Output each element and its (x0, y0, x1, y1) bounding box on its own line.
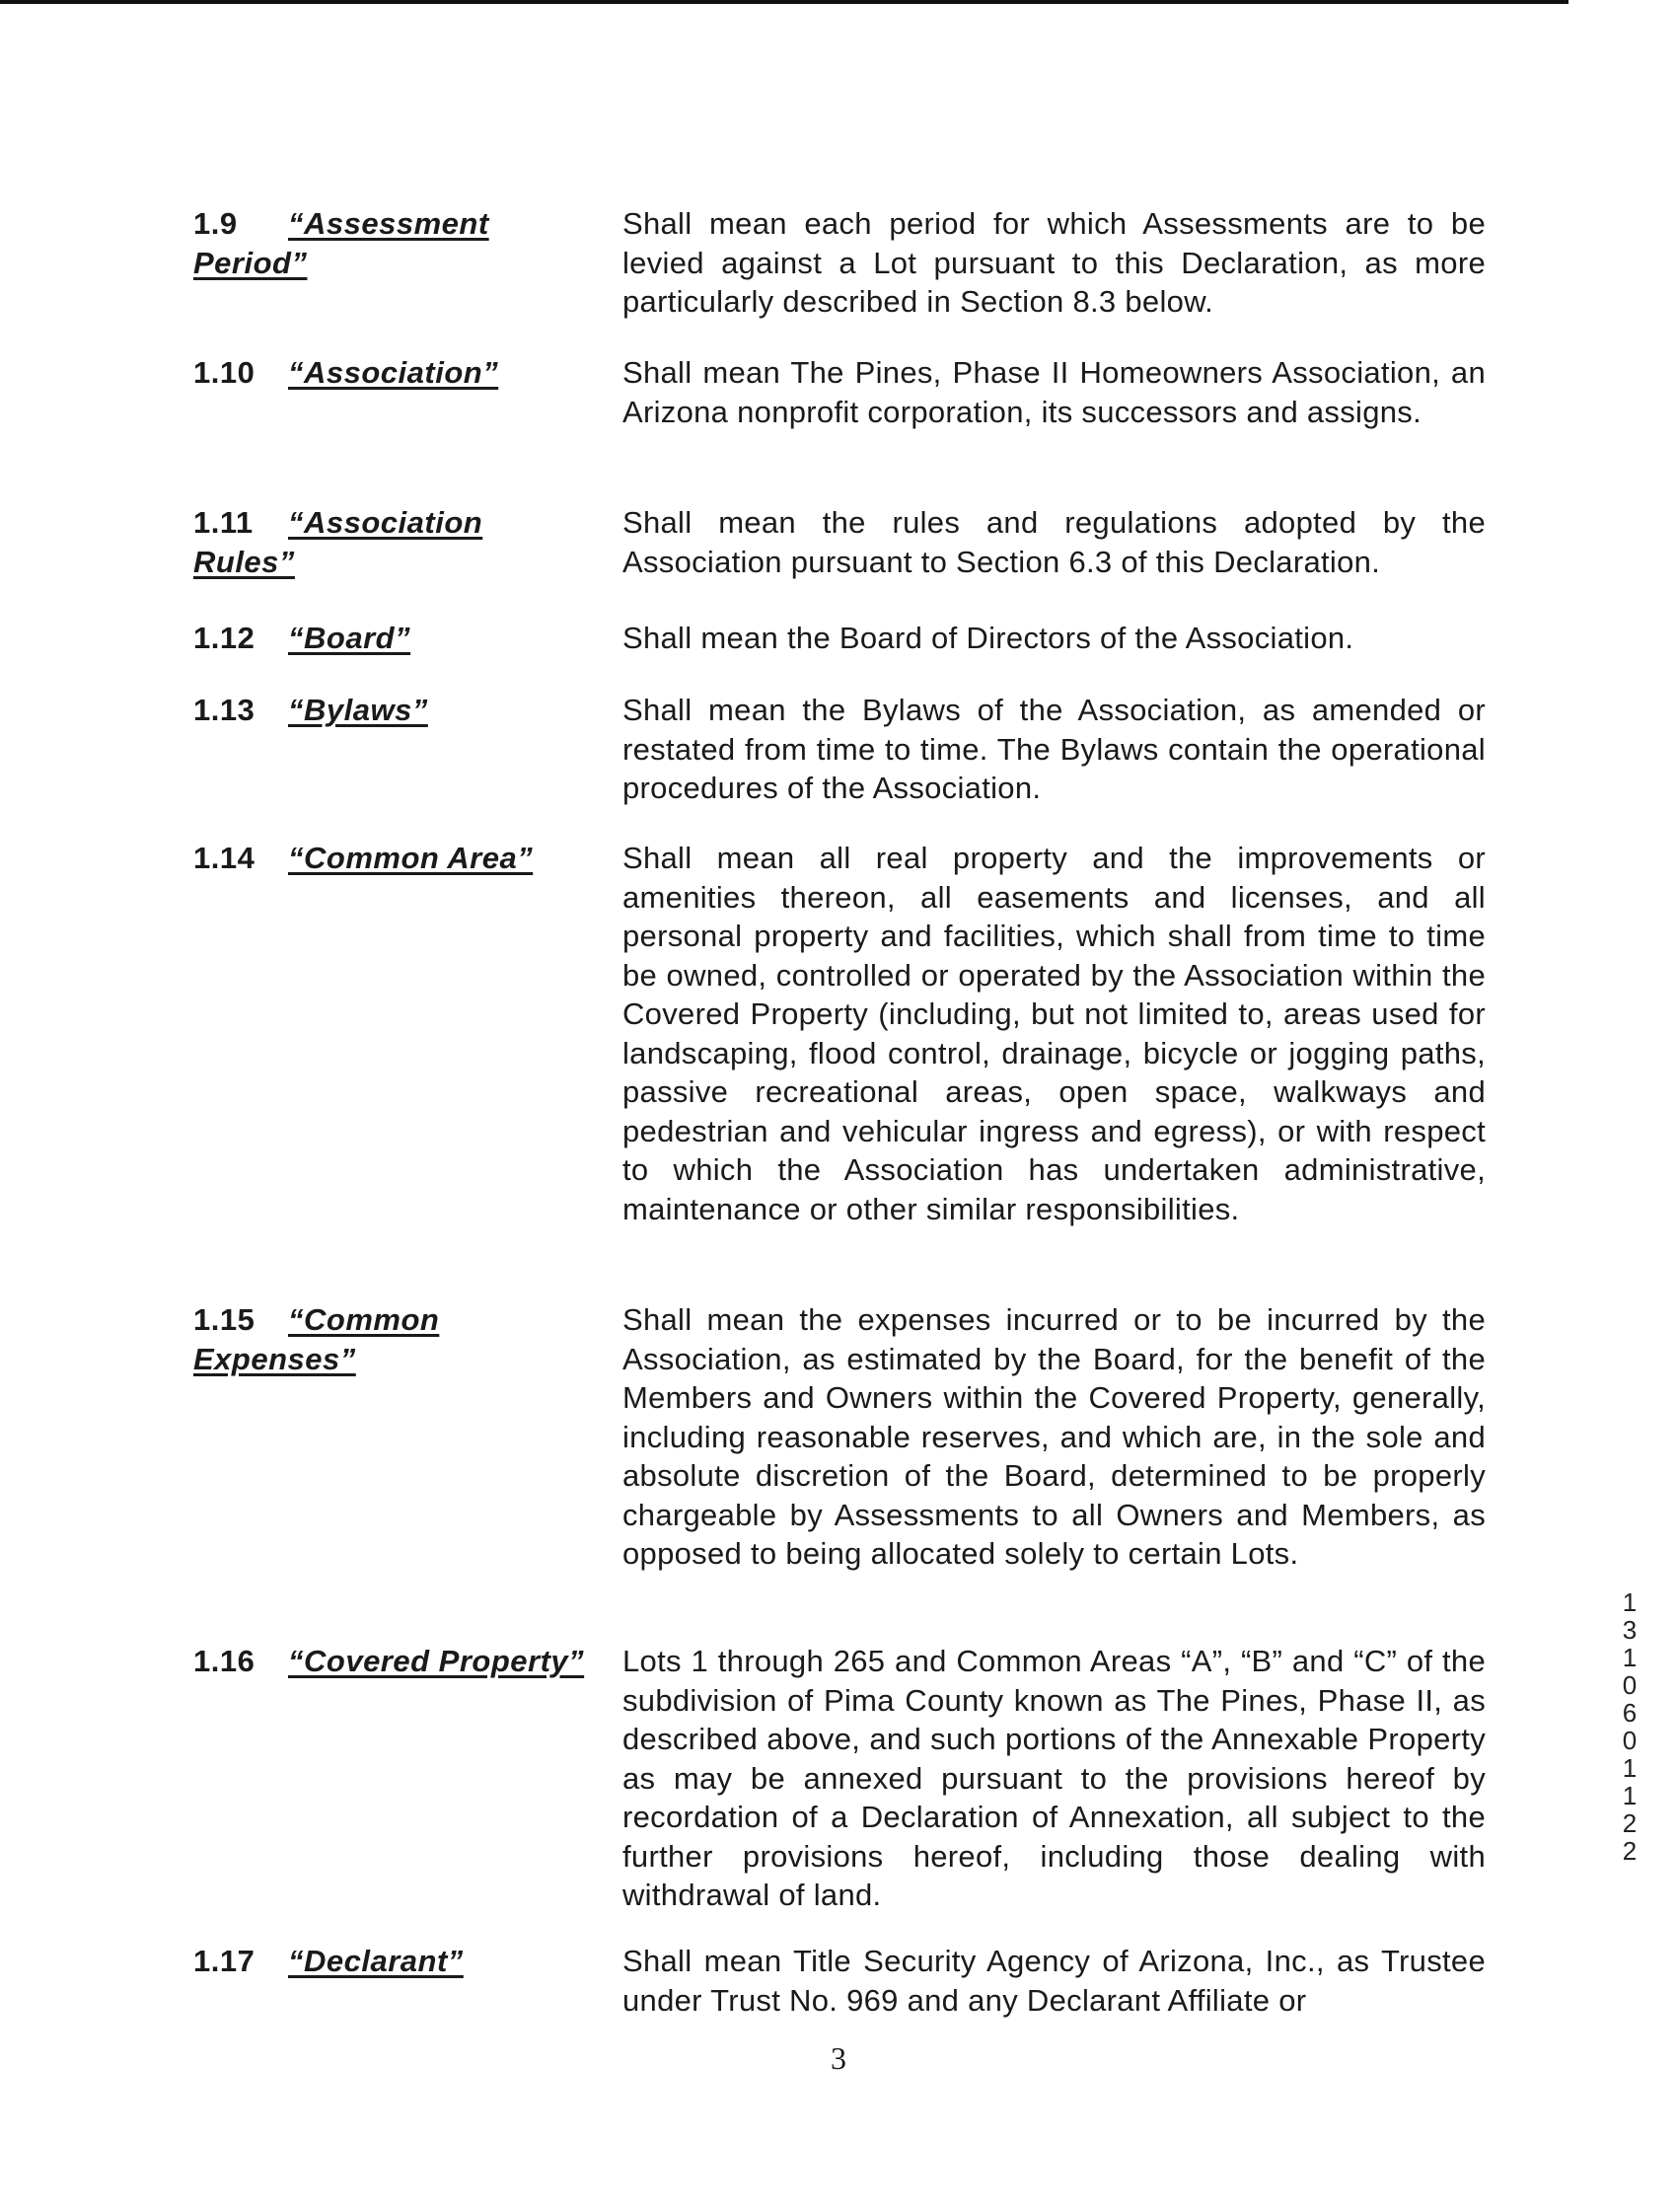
definition-term-name: “Declarant” (288, 1944, 464, 1978)
definition-text: Shall mean the rules and regulations adopted by the Association pursuant to Section 6.3 of this Declaration. (622, 505, 1486, 579)
definition-number: 1.15 (193, 1302, 255, 1337)
definition-term-name: “Bylaws” (288, 693, 428, 727)
definition-term (193, 619, 588, 658)
definition-number: 1.10 (193, 355, 255, 390)
definition-term (193, 1642, 588, 1681)
definition-term-name: “Association” (288, 355, 499, 390)
definition-number: 1.13 (193, 693, 255, 727)
top-border-rule (0, 0, 1568, 4)
definition-term (193, 1942, 588, 1981)
definition-text: Shall mean all real property and the improvements or amenities thereon, all easements and licenses, and all personal property and facilities, which shall from time to time be owned, controlled or operated by the Association within the Covered Property (including, but not limited to, areas used for landscaping, flood control, drainage, bicycle or jogging paths, passive recreational areas, open space, walkways and pedestrian and vehicular ingress and egress), or with respect to which the Association has undertaken administrative, maintenance or other similar responsibilities. (622, 841, 1486, 1226)
definition-term-name: “Common Expenses” (193, 1302, 440, 1376)
definition-text: Shall mean Title Security Agency of Arizona, Inc., as Trustee under Trust No. 969 and any Declarant Affiliate or (622, 1944, 1486, 2018)
definition-number: 1.16 (193, 1644, 255, 1678)
definition-text: Shall mean the expenses incurred or to be incurred by the Association, as estimated by the Board, for the benefit of the Members and Owners within the Covered Property, generally, including reasonable reserves, and which are, in the sole and absolute discretion of the Board, determined to be properly chargeable by Assessments to all Owners and Members, as opposed to being allocated solely to certain Lots. (622, 1302, 1486, 1571)
page-number: 3 (831, 2040, 846, 2076)
definition-term-name: “Assessment Period” (193, 206, 489, 280)
definition-term (193, 691, 588, 730)
definition-text: Shall mean the Bylaws of the Association, as amended or restated from time to time. The Bylaws contain the operational procedures of the Association. (622, 693, 1486, 805)
definition-term (193, 353, 588, 393)
definition-term-name: “Board” (288, 621, 411, 655)
definition-term (193, 204, 588, 283)
definition-text: Shall mean The Pines, Phase II Homeowners Association, an Arizona nonprofit corporation, its successors and assigns. (622, 355, 1486, 429)
definition-text: Shall mean the Board of Directors of the Association. (622, 621, 1354, 655)
definition-number: 1.12 (193, 621, 255, 655)
definition-term (193, 839, 588, 878)
definition-number: 1.9 (193, 206, 238, 241)
recording-stamp: 13106 01122 (1622, 1587, 1638, 1866)
definition-number: 1.17 (193, 1944, 255, 1978)
definition-term (193, 1300, 588, 1379)
definition-term (193, 503, 588, 582)
definition-text: Lots 1 through 265 and Common Areas “A”, “B” and “C” of the subdivision of Pima County known as The Pines, Phase II, as described above, and such portions of the Annexable Property as may be annexed pursuant to the provisions hereof by recordation of a Declaration of Annexation, all subject to the further provisions hereof, including those dealing with withdrawal of land. (622, 1644, 1486, 1912)
definition-number: 1.14 (193, 841, 255, 875)
definition-number: 1.11 (193, 505, 254, 540)
definition-text: Shall mean each period for which Assessments are to be levied against a Lot pursuant to this Declaration, as more particularly described in Section 8.3 below. (622, 206, 1486, 319)
definition-term-name: “Association Rules” (193, 505, 483, 579)
definition-term-name: “Common Area” (288, 841, 534, 875)
definition-term-name: “Covered Property” (288, 1644, 585, 1678)
